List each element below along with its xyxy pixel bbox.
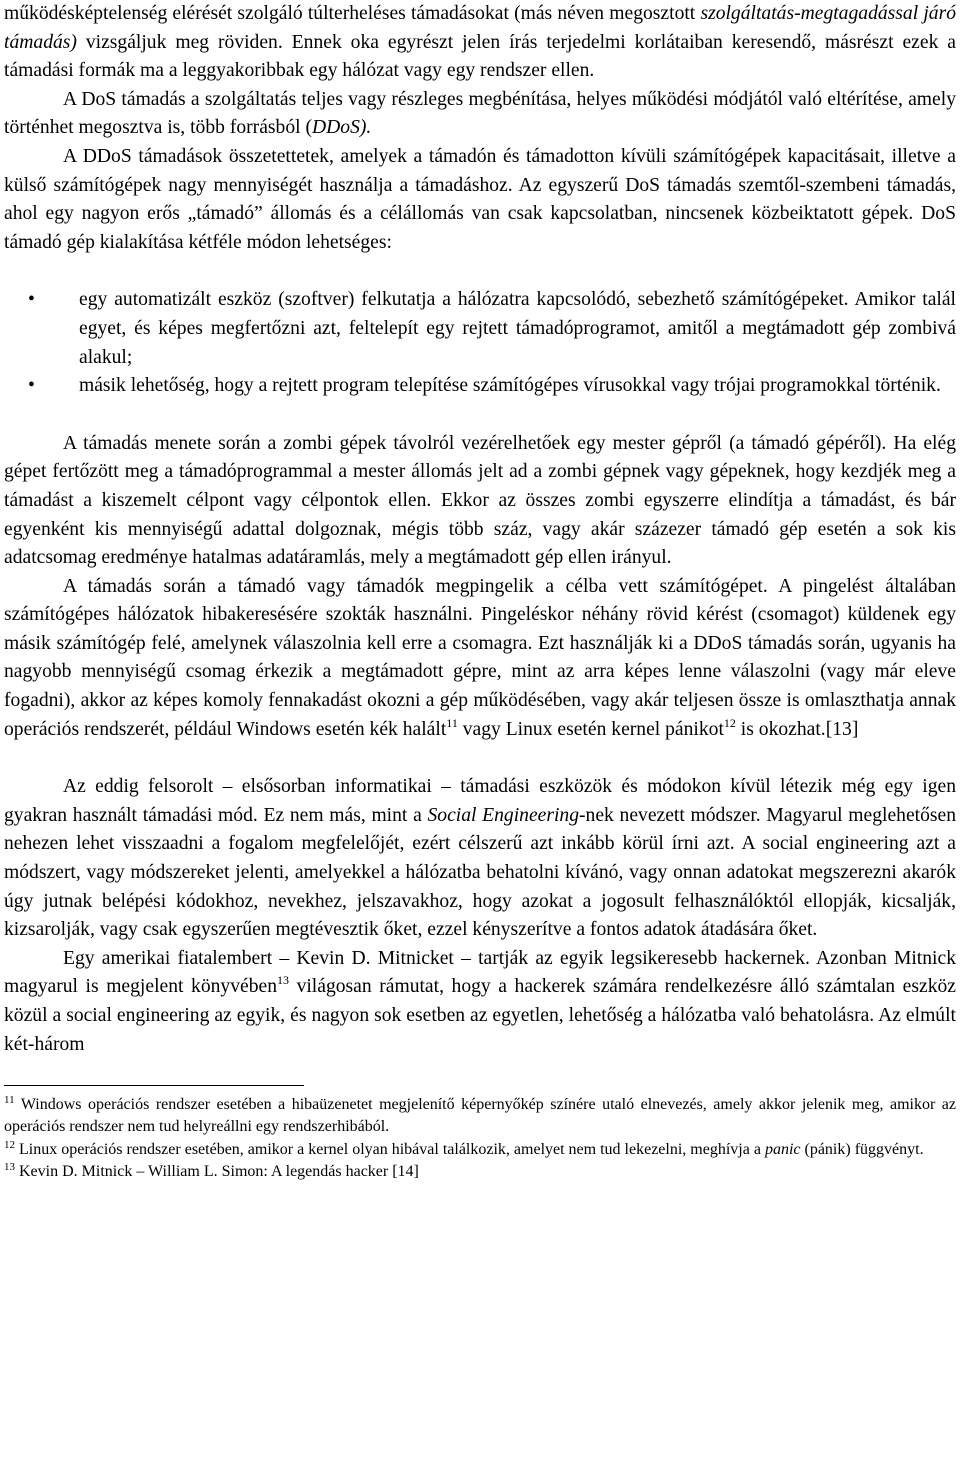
social-text-a: Az eddig felsorolt – elsősorban informatikai – támadási eszközök és módokon kívül létezik még egy igen gyakran használt támadási mód. Ez nem más, mint a <box>4 776 956 826</box>
footnote-ref-12: 12 <box>723 715 736 730</box>
ping-paragraph <box>4 573 956 745</box>
footnote-text: Linux operációs rendszer esetében, amikor a kernel olyan hibával találkozik, amelyet nem tud lekezelni, meghívja a <box>15 1140 765 1158</box>
list-item-text: egy automatizált eszköz (szoftver) felkutatja a hálózatra kapcsolódó, sebezhető számítógépeket. Amikor talál egyet, és képes megfertőzni azt, feltelepít egy rejtett támadóprogramot, amitől a megtámadott gép zombivá alakul; <box>79 289 956 368</box>
intro-text-b: vizsgáljuk meg röviden. Ennek oka egyrészt jelen írás terjedelmi korlátaiban keresendő, másrészt ezek a támadási formák ma a leggyakoribbak egy hálózat vagy egy rendszer ellen. <box>4 31 956 82</box>
ddos-paragraph: A DDoS támadások összetettetek, amelyek a támadón és támadotton kívüli számítógépek kapacitásait, illetve a külső számítógépek nagy mennyiségét használja a támadáshoz. Az egyszerű DoS támadás szemtől-szembeni támadás, ahol egy nagyon erős „támadó” állomás és a célállomás van csak kapcsolatban, nincsenek közbeiktatott gépek. DoS támadó gép kialakítása kétféle módon lehetséges: <box>4 145 956 253</box>
dos-text: A DoS támadás a szolgáltatás teljes vagy részleges megbénítása, helyes működési módjától való eltérítése, amely történhet megosztva is, több forrásból ( <box>4 88 956 139</box>
mitnick-paragraph <box>4 945 956 1059</box>
ddos-italic: DDoS). <box>311 117 372 139</box>
footnote-12 <box>4 1139 956 1161</box>
ping-text-a: A támadás során a támadó vagy támadók megpingelik a célba vett számítógépet. A pingelést általában számítógépes hálózatok hibakeresésére szokták használni. Pingeléskor néhány rövid kérést (csomagot) küldenek egy másik számítógép felé, amelynek válaszolnia kell erre a csomagra. Ezt használják ki a DDoS támadás során, ugyanis ha nagyobb mennyiségű csomag érkezik a megtámadott gépre, mint az arra képes lenne válaszolni (vagy már eleve fogadni), akkor az képes komoly fennakadást okozni a gép működésében, vagy akár teljesen össze is omlaszthatja annak operációs rendszerét, például Windows esetén kék halált <box>4 575 956 740</box>
mitnick-text-b: világosan rámutat, hogy a hackerek számára rendelkezésre álló számtalan eszköz közül a social engineering az egyik, és nagyon sok esetben az egyetlen, lehetőség a hálózatba való behatolásra. Az elmúlt két-három <box>4 976 956 1055</box>
social-engineering-italic: Social Engineering <box>427 804 580 826</box>
footnote-italic: panic <box>764 1140 801 1158</box>
intro-text-a: működésképtelenség elérését szolgáló túlterheléses támadásokat (más néven megosztott <box>4 3 701 24</box>
footnote-11 <box>4 1094 956 1138</box>
list-item <box>4 286 956 372</box>
footnote-ref-11: 11 <box>446 715 458 730</box>
bullet-icon: • <box>28 289 35 311</box>
footnote-number: 12 <box>4 1138 15 1151</box>
footnote-divider <box>4 1085 304 1086</box>
intro-italic: szolgáltatás-megtagadással járó támadás) <box>4 3 956 53</box>
social-text-b: -nek nevezett módszer. Magyarul meglehetősen nehezen lehet visszaadni a fogalom megfelelőjét, ezért célszerű azt inkább körül írni azt. A social engineering azt a módszert, vagy módszereket jelenti, amelyekkel a hálózatba behatolni kívánó, vagy onnan adatokat megszerezni akarók úgy jutnak belépési kódokhoz, nevekhez, jelszavakhoz, hogy azokat a jogosult felhasználóktól ellopják, kicsalják, kizsarolják, vagy csak egyszerűen megtévesztik őket, ezzel kényszerítve a fontos adatok átadására őket. <box>4 804 956 941</box>
list-item-text: másik lehetőség, hogy a rejtett program telepítése számítógépes vírusokkal vagy trójai programokkal történik. <box>79 375 941 397</box>
footnote-13 <box>4 1161 956 1183</box>
footnote-number: 13 <box>4 1160 15 1173</box>
footnote-text: Windows operációs rendszer esetében a hibaüzenetet megjelenítő képernyőkép színére utaló elnevezés, amely akkor jelenik meg, amikor az operációs rendszer nem tud helyreállni egy rendszerhibából. <box>4 1096 956 1136</box>
bullet-list <box>4 286 956 400</box>
footnote-text: Kevin D. Mitnick – William L. Simon: A legendás hacker [14] <box>15 1162 419 1180</box>
footnote-ref-13: 13 <box>277 973 289 988</box>
spacer <box>4 257 956 286</box>
spacer <box>4 401 956 430</box>
ping-text-c: is okozhat.[13] <box>735 718 859 740</box>
zombi-paragraph: A támadás menete során a zombi gépek távolról vezérelhetőek egy mester gépről (a támadó gépéről). Ha elég gépet fertőzött meg a támadóprogrammal a mester állomás jelt ad a zombi gépnek vagy gépeknek, hogy kezdjék meg a támadást a kiszemelt célpont vagy célpontok ellen. Ekkor az összes zombi egyszerre elindítja a támadást, és bár egyenként kis mennyiségű adattal dolgoznak, mégis több száz, vagy akár százezer támadó gép esetén a sok kis adatcsomag eredménye hatalmas adatáramlás, mely a megtámadott gép ellen irányul. <box>4 432 956 569</box>
dos-paragraph <box>4 86 956 143</box>
list-item <box>4 372 956 401</box>
footnote-text: (pánik) függvényt. <box>800 1140 924 1158</box>
bullet-icon: • <box>28 375 35 397</box>
spacer <box>4 744 956 773</box>
mitnick-text-a: Egy amerikai fiatalembert – Kevin D. Mitnicket – tartják az egyik legsikeresebb hackernek. Azonban Mitnick magyarul is megjelent könyvében <box>4 947 956 998</box>
intro-paragraph <box>4 0 956 86</box>
social-engineering-paragraph <box>4 773 956 945</box>
ping-text-b: vagy Linux esetén kernel pánikot <box>457 718 724 740</box>
footnote-number: 11 <box>4 1094 15 1107</box>
